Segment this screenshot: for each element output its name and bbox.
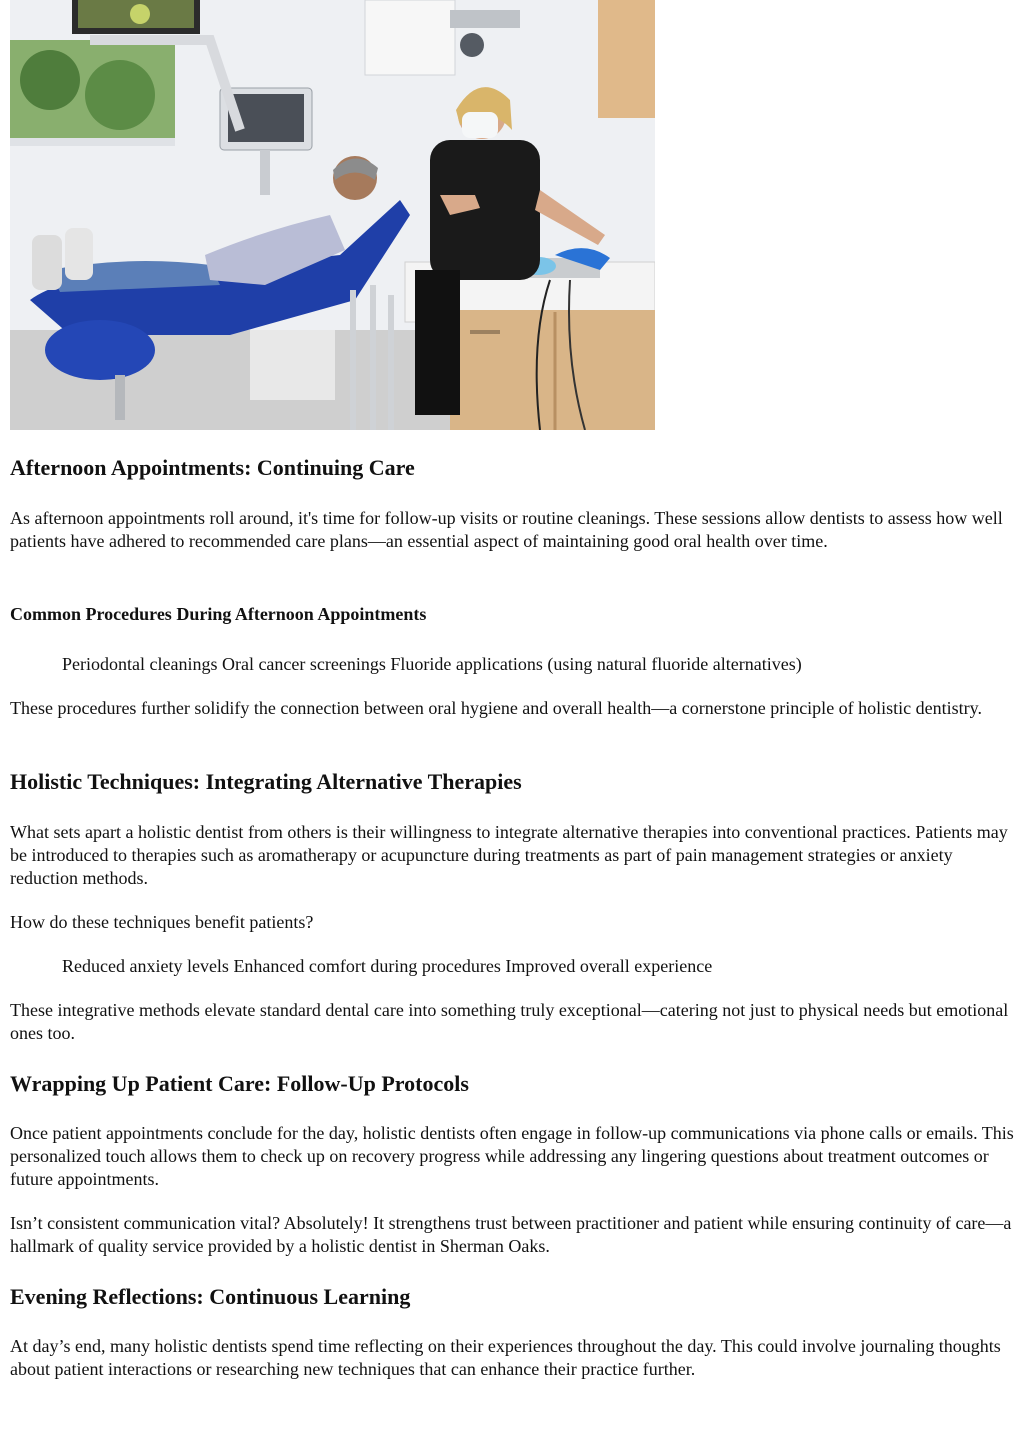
holistic-question: How do these techniques benefit patients?	[10, 912, 314, 932]
holistic-benefits-list: Reduced anxiety levels Enhanced comfort during procedures Improved overall experience	[62, 956, 713, 976]
section-heading-holistic: Holistic Techniques: Integrating Alternative Therapies	[10, 769, 522, 794]
afternoon-intro-paragraph: As afternoon appointments roll around, it's time for follow-up visits or routine cleanings. These sessions allow dentists to assess how well patients have adhered to recommended care plans—an essential aspect of maintaining good oral health over time.	[10, 508, 1003, 551]
holistic-outro-paragraph: These integrative methods elevate standard dental care into something truly exceptional—catering not just to physical needs but emotional ones too.	[10, 1000, 1009, 1043]
followup-paragraph-2: Isn’t consistent communication vital? Absolutely! It strengthens trust between practitioner and patient while ensuring continuity of care—a hallmark of quality service provided by a holistic dentist in Sherman Oaks.	[10, 1213, 1012, 1256]
section-heading-followup: Wrapping Up Patient Care: Follow-Up Protocols	[10, 1071, 469, 1096]
subheading-common-procedures: Common Procedures During Afternoon Appointments	[10, 604, 427, 624]
holistic-intro-paragraph: What sets apart a holistic dentist from others is their willingness to integrate alternative therapies into conventional practices. Patients may be introduced to therapies such as aromatherapy or acupuncture during treatments as part of pain management strategies or anxiety reduction methods.	[10, 822, 1008, 888]
afternoon-procedures-list: Periodontal cleanings Oral cancer screenings Fluoride applications (using natural fluoride alternatives)	[62, 654, 802, 674]
section-heading-afternoon: Afternoon Appointments: Continuing Care	[10, 455, 415, 480]
afternoon-outro-paragraph: These procedures further solidify the connection between oral hygiene and overall health—a cornerstone principle of holistic dentistry.	[10, 698, 982, 718]
dental-office-photo	[10, 0, 655, 430]
evening-paragraph-1: At day’s end, many holistic dentists spend time reflecting on their experiences throughout the day. This could involve journaling thoughts about patient interactions or researching new techniques that can enhance their practice further.	[10, 1336, 1001, 1379]
section-heading-evening: Evening Reflections: Continuous Learning	[10, 1284, 411, 1309]
followup-paragraph-1: Once patient appointments conclude for the day, holistic dentists often engage in follow-up communications via phone calls or emails. This personalized touch allows them to check up on recovery progress while addressing any lingering questions about treatment outcomes or future appointments.	[10, 1123, 1014, 1189]
